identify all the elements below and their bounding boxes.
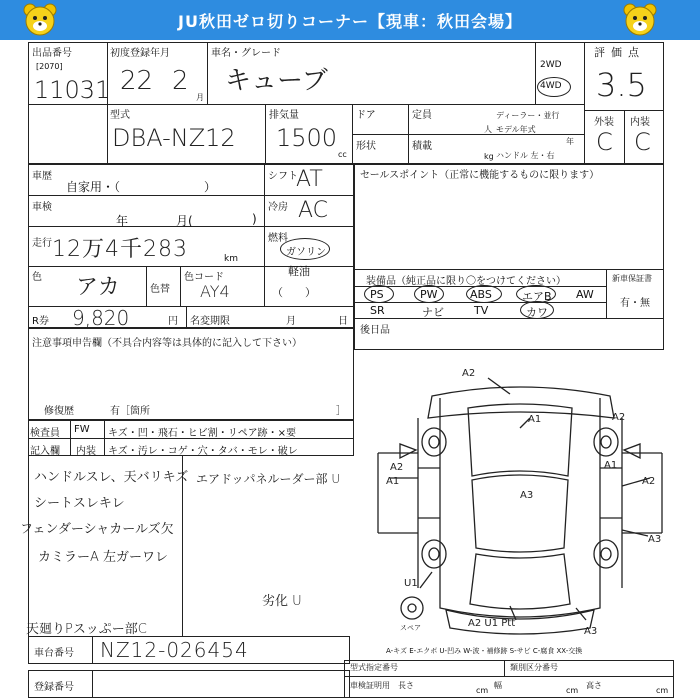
category-label: 類別区分番号 [510,663,558,672]
mileage-value: 12万4千283 [52,237,188,262]
registration-number-label: 登録番号 [34,682,74,693]
name-change-month-unit: 月 [286,316,296,327]
inspection-label: 車検 [32,202,52,213]
exterior-label: 外装 [594,117,614,128]
equip-pw: PW [420,288,438,301]
equip-tv: TV [474,304,489,317]
equip-abs-circle [466,285,502,303]
ac-label: 冷房 [268,202,288,213]
damage-mark: U1 [404,578,418,589]
recycle-value: 9,820 [72,306,130,330]
damage-legend: A-キズ E-エクボ U-凹み W-波・補修跡 S-サビ C-腐食 XX-交換 [386,647,583,655]
load-label: 積載 [412,141,432,152]
equipment-label: 装備品（純正品に限り〇をつけてください） [366,276,566,287]
registration-frame [28,670,350,698]
fuel-gasoline: ガソリン [286,247,326,258]
ac-value: AC [298,198,329,223]
equip-leather-circle [520,301,554,319]
history-value: 自家用・（ ） [66,180,217,194]
inspector-label: 検査員 [30,428,60,439]
capacity-label: 定員 [412,110,432,121]
equip-aw: AW [576,288,594,301]
mileage-label: 走行 [32,238,52,249]
repair-history-value: 有［箇所 [110,406,150,417]
fuel-label: 燃料 [268,233,288,244]
interior-grade: C [634,128,651,156]
shift-label: シフト [268,171,298,182]
name-change-label: 名変期限 [190,316,230,327]
handle-label: ハンドル 左・右 [496,151,555,160]
after-items-label: 後日品 [360,325,390,336]
fw-label: FW [74,424,90,435]
score-value: 3.5 [596,66,647,104]
equip-sr: SR [370,304,385,317]
damage-mark: A2 [462,368,476,379]
inspection-close-paren: ) [252,212,257,226]
handwritten-note: フェンダーシャカールズ欠 [20,522,174,537]
recycle-label: R券 [32,316,49,327]
spare-label: スペア [400,624,421,632]
registration-year: 22 [120,66,154,96]
fuel-other: （ ） [272,286,316,299]
first-registration-label: 初度登録年月 [110,48,170,59]
chassis-label: 車台番号 [34,648,74,659]
entry-label: 記入欄 [30,446,60,457]
width-unit: cm [566,686,579,695]
lot-number: 11031 [34,76,111,104]
lower-damage-note: A2 U1 Ptt [468,618,516,629]
drive-4wd-label: 4WD [540,81,562,91]
score-label: 評価点 [594,46,645,59]
damage-mark: A3 [584,626,598,637]
equip-leather: カワ [526,306,548,319]
car-name: キューブ [225,66,328,96]
lot-number-label: 出品番号 [32,48,72,59]
color-code-label: 色コード [184,272,224,283]
handwritten-middle-note: エアドッパネルーダー部 U [196,472,341,486]
equip-abs: ABS [470,288,492,301]
shift-value: AT [296,167,323,192]
displacement-label: 排気量 [269,110,299,121]
inspection-month-unit: 月( [176,214,193,228]
damage-mark: A2 [612,412,626,423]
model-year-label: モデル年式 [496,125,536,134]
fuel-diesel: 軽油 [288,265,310,278]
km-unit: km [224,254,238,264]
capacity-unit: 人 [484,125,492,134]
registration-month: 2 [172,66,189,96]
length-unit: cm [476,686,489,695]
color-code-value: AY4 [200,282,230,301]
height-label: 高さ [586,681,602,690]
equip-airbag: エアB [522,290,552,303]
model-value: DBA-NZ12 [112,124,236,152]
damage-mark: A1 [528,414,542,425]
month-unit: 月 [196,93,204,102]
bear-mascot-icon [22,2,58,38]
recycle-unit: 円 [168,316,178,327]
warranty-label: 新車保証書 [612,274,652,283]
color-label: 色 [32,272,42,283]
displacement-value: 1500 [276,124,338,152]
damage-mark: A2 [390,462,404,473]
interior-check-label: 内装 [76,446,96,457]
equip-pw-circle [414,285,444,303]
handwritten-note: 天廻りPスッぷー部C [26,622,147,637]
damage-mark: A3 [648,534,662,545]
damage-mark: A1 [604,460,618,471]
handwritten-note: ハンドルスレ、天バリキズ [34,470,189,485]
name-change-day-unit: 日 [338,316,348,327]
color-value: アカ [76,275,120,300]
notes-label: 注意事項申告欄（不具合内容等は具体的に記入して下さい） [32,338,302,349]
history-label: 車歴 [32,171,52,182]
chassis-number: NZ12-026454 [100,638,249,662]
page-title: JU秋田ゼロ切りコーナー【現車：秋田会場】 [178,12,522,31]
fw-check-items: キズ・凹・飛石・ヒビ割・リペア跡・×要 [108,428,296,439]
type-spec-label: 型式指定番号 [350,663,398,672]
handwritten-note: カミラーA 左ガーワレ [38,550,169,565]
model-year-unit: 年 [566,137,574,146]
equip-ps-circle [364,285,394,303]
repair-history-close: ］ [336,406,346,417]
dimensions-label: 車検証明用 [350,681,390,690]
sales-point-label: セールスポイント（正常に機能するものに限ります） [360,170,600,181]
interior-label: 内装 [630,117,650,128]
handwritten-wear-note: 劣化 U [262,594,302,609]
equip-navi: ナビ [422,306,444,319]
sales-point-frame [354,164,664,350]
height-unit: cm [656,686,669,695]
repair-history-label: 修復歴 [44,406,74,417]
car-name-label: 車名・グレード [211,48,281,59]
length-label: 長さ [398,681,414,690]
repaint-label: 色替 [150,284,170,295]
car-damage-diagram [360,358,680,658]
interior-check-items: キズ・汚レ・コゲ・穴・タバ・モレ・破レ [108,446,298,457]
damage-mark: A2 [642,476,656,487]
model-label: 型式 [110,110,130,121]
warranty-value: 有・無 [620,298,650,309]
damage-mark: A1 [386,476,400,487]
exterior-grade: C [596,128,613,156]
inspection-year-unit: 年 [116,214,129,228]
dealer-label: ディーラー・並行 [496,111,560,120]
shape-label: 形状 [356,141,376,152]
bear-mascot-icon [622,2,658,38]
load-unit: kg [484,152,494,161]
door-label: ドア [356,110,376,121]
damage-mark: A3 [520,490,534,501]
cc-unit: cc [338,150,347,159]
drive-2wd-label: 2WD [540,60,562,70]
lot-small-code: [2070] [36,62,63,71]
equip-ps: PS [370,288,384,301]
handwritten-note: シートスレキレ [34,496,125,511]
width-label: 幅 [494,681,502,690]
